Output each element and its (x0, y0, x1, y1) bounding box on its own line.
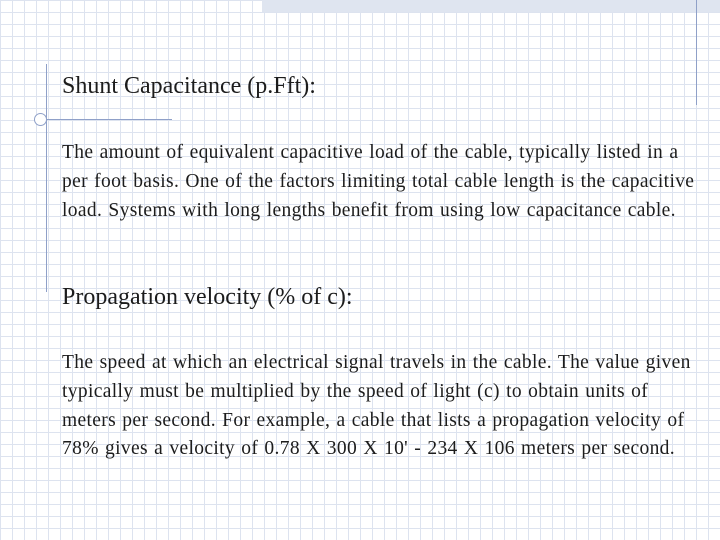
shunt-capacitance-paragraph: The amount of equivalent capacitive load of the cable, typically listed in a per foot basis. One of the factors limiting total cable length is the capacitive load. Systems with long lengths benefit from using low capacitance cable. (62, 142, 695, 221)
circle-marker-icon (34, 113, 47, 126)
propagation-velocity-heading: Propagation velocity (% of c): (62, 284, 353, 310)
propagation-velocity-paragraph: The speed at which an electrical signal travels in the cable. The value given typically must be multiplied by the speed of light (c) to obtain units of meters per second. For example, a cable that lists a propagation velocity of 78% gives a velocity of 0.78 X 300 X 10' - 234 X 106 meters per second. (62, 352, 691, 460)
top-decorative-band (262, 0, 720, 12)
right-vertical-rule (696, 0, 697, 105)
left-vertical-rule (46, 64, 47, 292)
shunt-capacitance-heading: Shunt Capacitance (p.Fft): (62, 73, 316, 99)
horizontal-accent-rule (38, 119, 172, 120)
